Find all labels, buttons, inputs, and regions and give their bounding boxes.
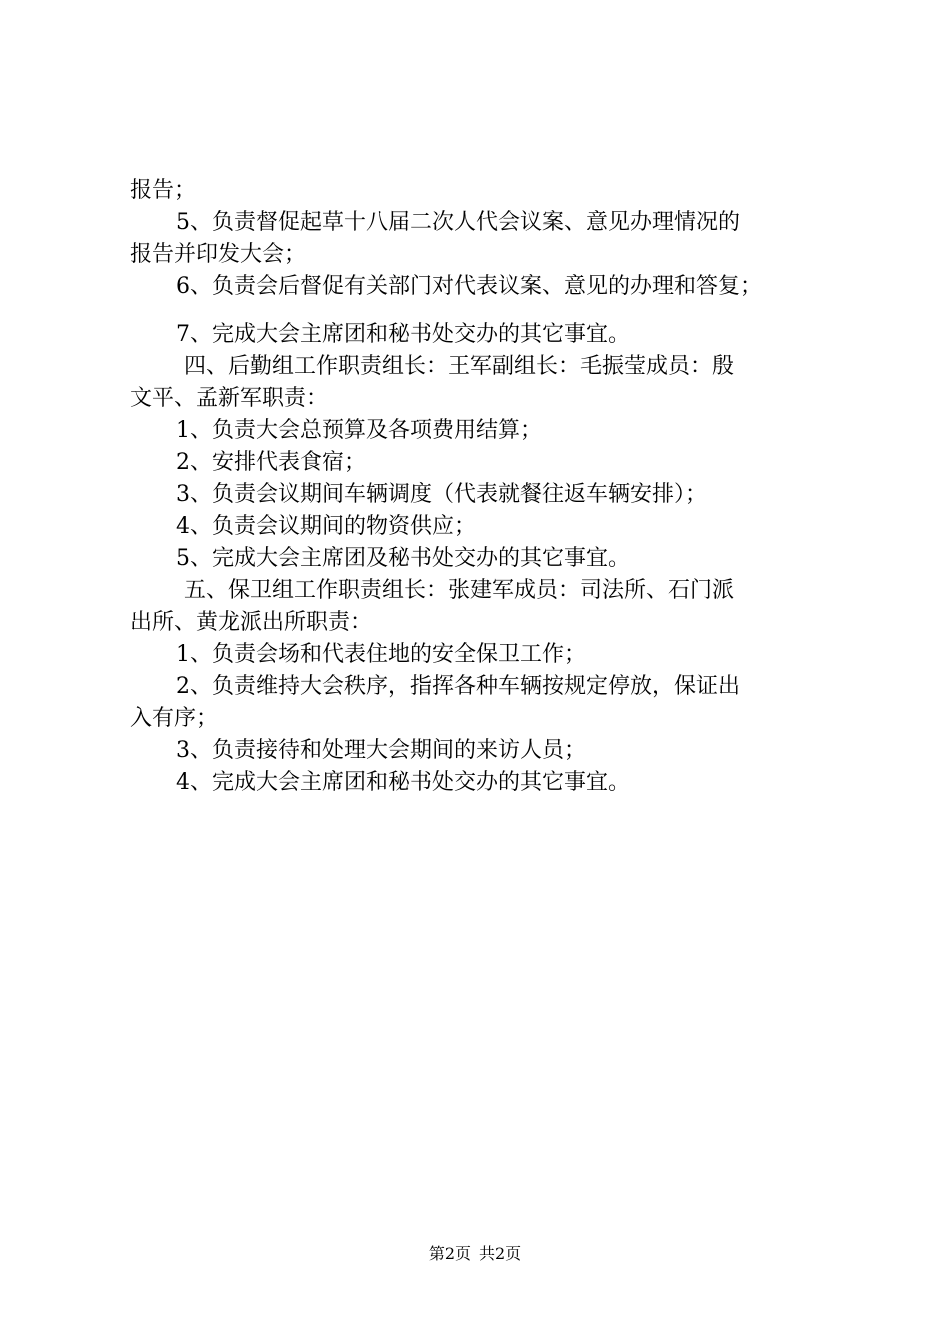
- document-body: [130, 175, 835, 799]
- paragraph-line: 1、负责大会总预算及各项费用结算；: [176, 418, 542, 443]
- page-footer: [0, 1243, 950, 1265]
- section-heading-logistics: 四、后勤组工作职责组长：王军副组长：毛振莹成员：殷: [184, 354, 735, 379]
- paragraph-line: 报告；: [130, 178, 197, 203]
- paragraph-line: 2、负责维持大会秩序，指挥各种车辆按规定停放，保证出: [176, 674, 740, 699]
- paragraph-line: 4、完成大会主席团和秘书处交办的其它事宜。: [176, 770, 630, 795]
- paragraph-line: 5、负责督促起草十八届二次人代会议案、意见办理情况的: [176, 210, 740, 235]
- paragraph-line: 1、负责会场和代表住地的安全保卫工作；: [176, 642, 586, 667]
- paragraph-line: 4、负责会议期间的物资供应；: [176, 514, 476, 539]
- paragraph-line: 入有序；: [130, 706, 219, 731]
- paragraph-line: 3、负责会议期间车辆调度（代表就餐往返车辆安排）；: [176, 482, 707, 507]
- page-number: 第2页: [428, 1244, 471, 1263]
- paragraph-line: 报告并印发大会；: [130, 242, 307, 267]
- paragraph-line: 2、安排代表食宿；: [176, 450, 366, 475]
- section-heading-security: 五、保卫组工作职责组长：张建军成员：司法所、石门派: [184, 578, 735, 603]
- paragraph-line: 7、完成大会主席团和秘书处交办的其它事宜。: [176, 322, 630, 347]
- paragraph-line: 3、负责接待和处理大会期间的来访人员；: [176, 738, 586, 763]
- paragraph-gap: [130, 303, 835, 319]
- paragraph-line: 5、完成大会主席团及秘书处交办的其它事宜。: [176, 546, 630, 571]
- paragraph-line: 文平、孟新军职责：: [130, 386, 329, 411]
- paragraph-line: 6、负责会后督促有关部门对代表议案、意见的办理和答复；: [176, 274, 762, 299]
- paragraph-line: 出所、黄龙派出所职责：: [130, 610, 373, 635]
- page-total: 共2页: [479, 1244, 522, 1263]
